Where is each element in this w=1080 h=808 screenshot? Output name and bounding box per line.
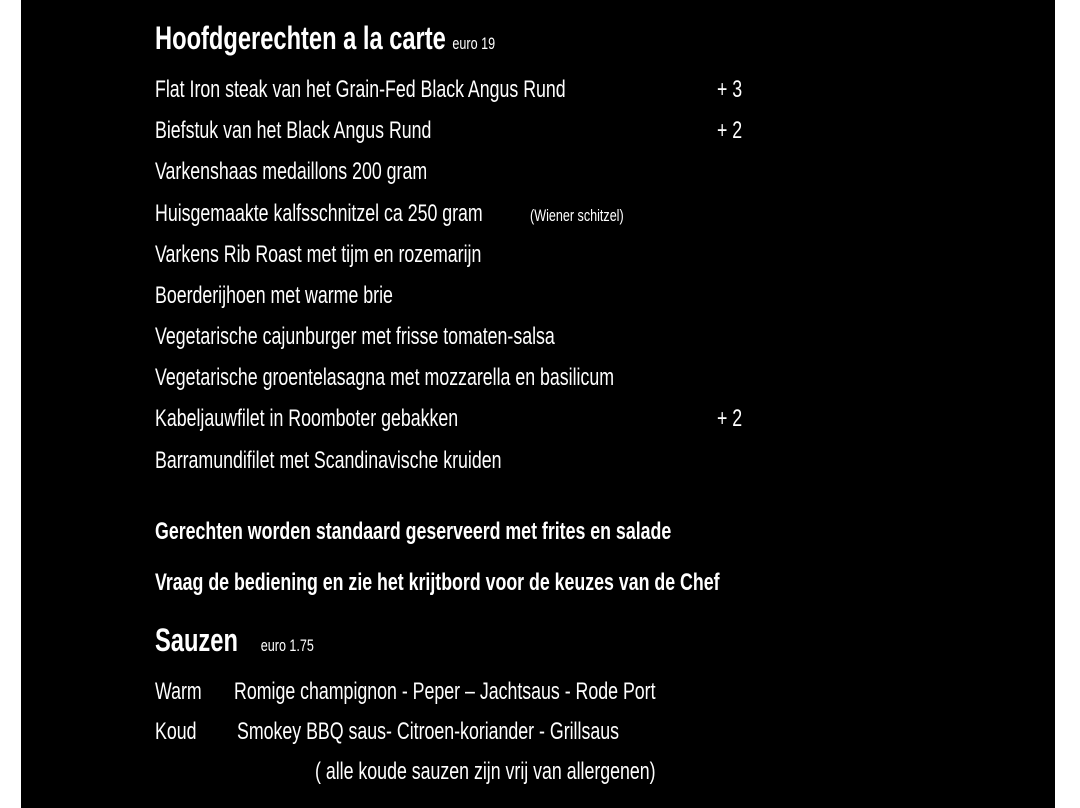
warm-sauces-list: Romige champignon - Peper – Jachtsaus - Rode Port — [234, 678, 656, 705]
serving-note: Gerechten worden standaard geserveerd met frites en salade — [155, 518, 672, 545]
menu-item: Vegetarische cajunburger met frisse tomaten-salsa — [155, 323, 555, 350]
menu-item: Boerderijhoen met warme brie — [155, 282, 393, 309]
main-section-title: Hoofdgerechten a la carte — [155, 20, 446, 56]
menu-item-supplement: + 2 — [717, 117, 743, 144]
cold-sauces-list: Smokey BBQ saus- Citroen-koriander - Grillsaus — [237, 718, 619, 745]
menu-item-supplement: + 3 — [717, 76, 743, 103]
menu-item: Vegetarische groentelasagna met mozzarella en basilicum — [155, 364, 615, 391]
menu-item: Varkenshaas medaillons 200 gram — [155, 158, 428, 185]
menu-item: Kabeljauwfilet in Roomboter gebakken — [155, 405, 459, 432]
menu-item: Flat Iron steak van het Grain-Fed Black Angus Rund — [155, 76, 566, 103]
sauces-title: Sauzen — [155, 622, 238, 658]
sauces-price: euro 1.75 — [260, 636, 314, 655]
menu-item-supplement: + 2 — [717, 405, 743, 432]
main-section-price: euro 19 — [452, 34, 496, 53]
menu-item: Huisgemaakte kalfsschnitzel ca 250 gram — [155, 200, 483, 227]
menu-item: Barramundifilet met Scandinavische kruiden — [155, 447, 502, 474]
cold-sauces-label: Koud — [155, 718, 197, 745]
menu-item-note: (Wiener schitzel) — [530, 206, 624, 225]
main-section-title-row — [155, 20, 495, 62]
allergen-note: ( alle koude sauzen zijn vrij van allergenen) — [315, 758, 656, 785]
menu-item: Varkens Rib Roast met tijm en rozemarijn — [155, 241, 482, 268]
menu-page — [21, 0, 1055, 808]
menu-item: Biefstuk van het Black Angus Rund — [155, 117, 432, 144]
warm-sauces-label: Warm — [155, 678, 202, 705]
chef-note: Vraag de bediening en zie het krijtbord voor de keuzes van de Chef — [155, 569, 720, 596]
sauces-title-row — [155, 622, 314, 664]
